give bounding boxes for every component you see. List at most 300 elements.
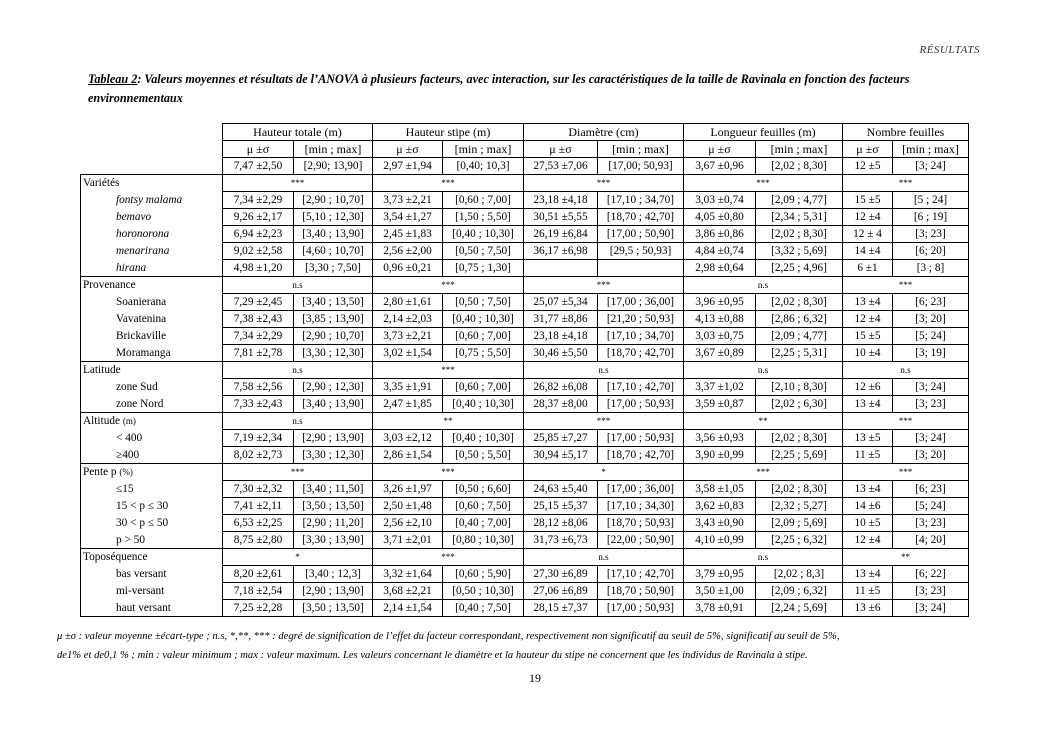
row-cell: 7,29 ±2,45 — [223, 294, 294, 311]
factor-row — [81, 362, 969, 379]
row-cell: [17,10 ; 42,70] — [598, 566, 684, 583]
row-cell: 12 ±6 — [843, 379, 893, 396]
row-cell: 25,85 ±7,27 — [524, 430, 598, 447]
row-cell: 13 ±4 — [843, 481, 893, 498]
group-header: Hauteur totale (m) — [223, 124, 373, 141]
significance-cell: *** — [843, 413, 969, 430]
subheader-cell: [min ; max] — [756, 141, 843, 158]
row-cell: 7,30 ±2,32 — [223, 481, 294, 498]
factor-label — [81, 413, 223, 430]
factor-name: Toposéquence — [83, 551, 148, 564]
table-row — [81, 192, 969, 209]
row-cell: [0,60 ; 5,90] — [443, 566, 524, 583]
row-cell: [2,34 ; 5,31] — [756, 209, 843, 226]
factor-label — [81, 362, 223, 379]
total-cell: [0,40; 10,3] — [443, 158, 524, 175]
row-cell: [3,40 ; 13,90] — [294, 226, 373, 243]
factor-name: Latitude — [83, 364, 121, 377]
row-cell: 3,90 ±0,99 — [684, 447, 756, 464]
factor-row — [81, 413, 969, 430]
row-cell: 27,30 ±6,89 — [524, 566, 598, 583]
significance-cell: *** — [223, 464, 373, 481]
significance-cell: ** — [684, 413, 843, 430]
row-cell: [0,60 ; 7,00] — [443, 328, 524, 345]
row-cell: 26,19 ±6,84 — [524, 226, 598, 243]
row-cell: 28,37 ±8,00 — [524, 396, 598, 413]
factor-name: Pente p — [83, 466, 117, 479]
row-cell: 3,03 ±0,75 — [684, 328, 756, 345]
subheader-cell: [min ; max] — [893, 141, 969, 158]
row-cell: 13 ±5 — [843, 430, 893, 447]
row-cell: 3,62 ±0,83 — [684, 498, 756, 515]
row-cell: 3,54 ±1,27 — [373, 209, 443, 226]
significance-cell: n.s — [223, 362, 373, 379]
factor-label — [81, 464, 223, 481]
subheader-cell: μ ±σ — [373, 141, 443, 158]
row-cell: 3,67 ±0,89 — [684, 345, 756, 362]
row-cell: [17,00 ; 50,93] — [598, 430, 684, 447]
row-cell: 3,56 ±0,93 — [684, 430, 756, 447]
row-cell — [598, 260, 684, 277]
significance-cell: *** — [524, 175, 684, 192]
row-cell: 13 ±4 — [843, 566, 893, 583]
group-header: Nombre feuilles — [843, 124, 969, 141]
row-cell: [3,32 ; 5,69] — [756, 243, 843, 260]
total-cell: [2,90; 13,90] — [294, 158, 373, 175]
row-cell: 27,06 ±6,89 — [524, 583, 598, 600]
row-cell: [0,60 ; 7,00] — [443, 192, 524, 209]
total-cell: [3; 24] — [893, 158, 969, 175]
significance-cell: *** — [373, 277, 524, 294]
row-cell: 2,47 ±1,85 — [373, 396, 443, 413]
row-cell: [2,09 ; 5,69] — [756, 515, 843, 532]
row-label: Soanierana — [81, 294, 223, 311]
row-cell: 3,79 ±0,95 — [684, 566, 756, 583]
row-cell: [18,70 ; 42,70] — [598, 345, 684, 362]
factor-label — [81, 549, 223, 566]
row-label: < 400 — [81, 430, 223, 447]
significance-cell: * — [524, 464, 684, 481]
row-cell: [2,90 ; 10,70] — [294, 192, 373, 209]
significance-cell: *** — [843, 277, 969, 294]
row-cell: 3,50 ±1,00 — [684, 583, 756, 600]
row-cell: [3 ; 8] — [893, 260, 969, 277]
row-label: zone Nord — [81, 396, 223, 413]
row-cell: [0,75 ; 5,50] — [443, 345, 524, 362]
row-cell: [2,02 ; 8,30] — [756, 430, 843, 447]
factor-name: Provenance — [83, 279, 136, 292]
factor-name: Variétés — [83, 177, 120, 190]
row-cell: [6; 23] — [893, 294, 969, 311]
row-cell: 7,18 ±2,54 — [223, 583, 294, 600]
row-cell: 36,17 ±6,98 — [524, 243, 598, 260]
header-spacer — [81, 141, 223, 158]
total-cell: [2,02 ; 8,30] — [756, 158, 843, 175]
row-cell: 11 ±5 — [843, 583, 893, 600]
row-cell: 3,03 ±0,74 — [684, 192, 756, 209]
row-cell: 10 ±5 — [843, 515, 893, 532]
row-label: hirana — [81, 260, 223, 277]
row-label: Vavatenina — [81, 311, 223, 328]
row-cell: [0,40 ; 10,30] — [443, 396, 524, 413]
row-cell: [17,10 ; 42,70] — [598, 379, 684, 396]
row-cell: [6 ; 19] — [893, 209, 969, 226]
row-cell: [2,09 ; 4,77] — [756, 192, 843, 209]
row-cell: 2,45 ±1,83 — [373, 226, 443, 243]
table-row — [81, 379, 969, 396]
row-cell: 2,56 ±2,10 — [373, 515, 443, 532]
header-spacer — [81, 124, 223, 141]
row-cell: [2,90 ; 12,30] — [294, 379, 373, 396]
significance-cell: *** — [373, 549, 524, 566]
row-cell: [3,40 ; 13,90] — [294, 396, 373, 413]
table-row — [81, 532, 969, 549]
row-cell: [3,40 ; 11,50] — [294, 481, 373, 498]
row-cell: [17,00 ; 36,00] — [598, 294, 684, 311]
row-cell: 7,58 ±2,56 — [223, 379, 294, 396]
row-cell: [3; 19] — [893, 345, 969, 362]
row-cell: 7,34 ±2,29 — [223, 328, 294, 345]
row-cell: [17,10 ; 34,70] — [598, 192, 684, 209]
row-cell: [17,00 ; 36,00] — [598, 481, 684, 498]
row-cell: [3; 23] — [893, 226, 969, 243]
subheader-cell: μ ±σ — [524, 141, 598, 158]
row-cell: [2,90 ; 11,20] — [294, 515, 373, 532]
row-cell: [2,02 ; 8,30] — [756, 226, 843, 243]
row-cell: 25,15 ±5,37 — [524, 498, 598, 515]
row-cell: [2,32 ; 5,27] — [756, 498, 843, 515]
row-cell: [2,24 ; 5,69] — [756, 600, 843, 617]
significance-cell: n.s — [524, 549, 684, 566]
row-cell: 4,13 ±0,88 — [684, 311, 756, 328]
row-cell: [0,50 ; 10,30] — [443, 583, 524, 600]
group-header: Hauteur stipe (m) — [373, 124, 524, 141]
row-cell: 3,71 ±2,01 — [373, 532, 443, 549]
results-table — [80, 123, 969, 617]
row-cell: [21,20 ; 50,93] — [598, 311, 684, 328]
row-cell: [3; 23] — [893, 583, 969, 600]
row-cell: 0,96 ±0,21 — [373, 260, 443, 277]
table-label: Tableau 2 — [88, 72, 138, 86]
row-cell: 31,77 ±8,86 — [524, 311, 598, 328]
row-cell: [0,40 ; 7,00] — [443, 515, 524, 532]
row-cell: 24,63 ±5,40 — [524, 481, 598, 498]
row-cell: 25,07 ±5,34 — [524, 294, 598, 311]
significance-cell: ** — [373, 413, 524, 430]
row-cell: [18,70 ; 42,70] — [598, 447, 684, 464]
row-cell: [5; 24] — [893, 328, 969, 345]
table-row — [81, 243, 969, 260]
row-cell: [0,75 ; 1,30] — [443, 260, 524, 277]
subheader-cell: [min ; max] — [598, 141, 684, 158]
row-cell: [17,10 ; 34,30] — [598, 498, 684, 515]
row-cell: 15 ±5 — [843, 192, 893, 209]
row-cell: 12 ±4 — [843, 532, 893, 549]
row-cell: 3,37 ±1,02 — [684, 379, 756, 396]
row-label: fontsy malama — [81, 192, 223, 209]
row-cell: 9,26 ±2,17 — [223, 209, 294, 226]
row-cell: [2,90 ; 13,90] — [294, 430, 373, 447]
row-cell: 31,73 ±6,73 — [524, 532, 598, 549]
row-cell: 30,46 ±5,50 — [524, 345, 598, 362]
row-cell: 4,98 ±1,20 — [223, 260, 294, 277]
table-row — [81, 498, 969, 515]
total-cell: 7,47 ±2,50 — [223, 158, 294, 175]
table-row — [81, 583, 969, 600]
row-cell: [5,10 ; 12,30] — [294, 209, 373, 226]
row-cell: [3,50 ; 13,50] — [294, 600, 373, 617]
subheader-cell: μ ±σ — [843, 141, 893, 158]
row-cell: [3,30 ; 13,90] — [294, 532, 373, 549]
row-cell: [0,40 ; 10,30] — [443, 226, 524, 243]
total-cell: 27,53 ±7,06 — [524, 158, 598, 175]
row-cell: 3,26 ±1,97 — [373, 481, 443, 498]
row-label: p > 50 — [81, 532, 223, 549]
table-row — [81, 294, 969, 311]
row-cell: [4,60 ; 10,70] — [294, 243, 373, 260]
factor-row — [81, 277, 969, 294]
table-row — [81, 260, 969, 277]
total-label — [81, 158, 223, 175]
row-label: ≥400 — [81, 447, 223, 464]
row-cell: [6; 22] — [893, 566, 969, 583]
row-cell: [3; 20] — [893, 311, 969, 328]
row-cell: [17,10 ; 34,70] — [598, 328, 684, 345]
factor-label — [81, 175, 223, 192]
page-number: 19 — [529, 671, 541, 685]
factor-row — [81, 549, 969, 566]
row-cell: 2,14 ±1,54 — [373, 600, 443, 617]
row-cell: [2,02 ; 6,30] — [756, 396, 843, 413]
row-cell: 2,56 ±2,00 — [373, 243, 443, 260]
row-cell: 4,10 ±0,99 — [684, 532, 756, 549]
row-cell: 9,02 ±2,58 — [223, 243, 294, 260]
row-cell: [0,80 ; 10,30] — [443, 532, 524, 549]
row-cell: 7,25 ±2,28 — [223, 600, 294, 617]
row-cell: [29,5 ; 50,93] — [598, 243, 684, 260]
row-cell: [2,10 ; 8,30] — [756, 379, 843, 396]
row-cell: [0,50 ; 7,50] — [443, 294, 524, 311]
row-label: ≤15 — [81, 481, 223, 498]
row-cell: 23,18 ±4,18 — [524, 192, 598, 209]
table-row — [81, 311, 969, 328]
significance-cell: n.s — [223, 277, 373, 294]
table-row — [81, 447, 969, 464]
row-cell: [3; 20] — [893, 447, 969, 464]
row-cell: 3,35 ±1,91 — [373, 379, 443, 396]
row-cell: 7,81 ±2,78 — [223, 345, 294, 362]
table-caption — [88, 70, 988, 108]
significance-cell: *** — [843, 175, 969, 192]
significance-cell: *** — [524, 277, 684, 294]
total-cell: 12 ±5 — [843, 158, 893, 175]
group-header: Diamètre (cm) — [524, 124, 684, 141]
row-cell: [3; 24] — [893, 379, 969, 396]
subheader-cell: μ ±σ — [223, 141, 294, 158]
row-cell: 3,78 ±0,91 — [684, 600, 756, 617]
table-row — [81, 226, 969, 243]
row-cell: [3; 24] — [893, 430, 969, 447]
row-cell: [2,25 ; 4,96] — [756, 260, 843, 277]
row-cell: 4,84 ±0,74 — [684, 243, 756, 260]
row-cell: 3,58 ±1,05 — [684, 481, 756, 498]
row-label: Moramanga — [81, 345, 223, 362]
significance-cell: * — [223, 549, 373, 566]
row-cell: 30,94 ±5,17 — [524, 447, 598, 464]
table-caption-text: : Valeurs moyennes et résultats de l’ANOVA à plusieurs facteurs, avec interaction, sur les caractéristiques de la taille de Ravinala en fonction des facteurs environnementaux — [88, 72, 910, 105]
row-cell: [0,40 ; 7,50] — [443, 600, 524, 617]
row-cell: [2,90 ; 10,70] — [294, 328, 373, 345]
row-cell: 14 ±4 — [843, 243, 893, 260]
significance-cell: ** — [843, 549, 969, 566]
total-row — [81, 158, 969, 175]
row-cell: 3,03 ±2,12 — [373, 430, 443, 447]
footnote-line-2: de1% et de0,1 % ; min : valeur minimum ; max : valeur maximum. Les valeurs concernant le diamètre et la hauteur du stipe ne concernent que les individus de Ravinala à stipe. — [57, 650, 808, 661]
row-cell: 10 ±4 — [843, 345, 893, 362]
row-cell: 8,20 ±2,61 — [223, 566, 294, 583]
row-cell: [2,86 ; 6,32] — [756, 311, 843, 328]
row-cell: 2,80 ±1,61 — [373, 294, 443, 311]
row-cell: 2,86 ±1,54 — [373, 447, 443, 464]
total-cell: 2,97 ±1,94 — [373, 158, 443, 175]
row-cell: 3,32 ±1,64 — [373, 566, 443, 583]
table-row — [81, 328, 969, 345]
row-cell: [1,50 ; 5,50] — [443, 209, 524, 226]
footnote — [57, 627, 1007, 665]
row-cell: [3; 24] — [893, 600, 969, 617]
row-cell: [18,70 ; 50,93] — [598, 515, 684, 532]
factor-unit: (m) — [122, 416, 136, 427]
row-cell: [0,50 ; 6,60] — [443, 481, 524, 498]
row-cell: [17,00 ; 50,93] — [598, 396, 684, 413]
row-cell: [18,70 ; 42,70] — [598, 209, 684, 226]
factor-row — [81, 175, 969, 192]
row-cell: 3,68 ±2,21 — [373, 583, 443, 600]
row-cell: 13 ±6 — [843, 600, 893, 617]
row-cell: 3,86 ±0,86 — [684, 226, 756, 243]
row-cell: 7,41 ±2,11 — [223, 498, 294, 515]
row-cell: [0,60 ; 7,50] — [443, 498, 524, 515]
row-cell: [3; 23] — [893, 396, 969, 413]
significance-cell: *** — [373, 175, 524, 192]
significance-cell: n.s — [684, 549, 843, 566]
row-label: bas versant — [81, 566, 223, 583]
significance-cell: *** — [684, 464, 843, 481]
footnote-line-1: μ ±σ : valeur moyenne ±écart-type ; n.s, *,**, *** : degré de signification de l’effet du facteur correspondant, respectivement non significatif au seuil de 5%, significatif au seuil de 5%, — [57, 631, 840, 642]
row-cell: [6; 20] — [893, 243, 969, 260]
table-row — [81, 600, 969, 617]
table-row — [81, 430, 969, 447]
row-cell: 3,96 ±0,95 — [684, 294, 756, 311]
row-cell — [524, 260, 598, 277]
total-cell: 3,67 ±0,96 — [684, 158, 756, 175]
table-row — [81, 209, 969, 226]
row-cell: [2,25 ; 5,31] — [756, 345, 843, 362]
row-cell: [3; 23] — [893, 515, 969, 532]
row-cell: [2,25 ; 5,69] — [756, 447, 843, 464]
row-cell: 2,98 ±0,64 — [684, 260, 756, 277]
significance-cell: n.s — [524, 362, 684, 379]
row-cell: [2,02 ; 8,30] — [756, 481, 843, 498]
significance-cell: *** — [373, 362, 524, 379]
subheader-cell: [min ; max] — [294, 141, 373, 158]
row-cell: 12 ± 4 — [843, 226, 893, 243]
row-cell: [3,85 ; 13,90] — [294, 311, 373, 328]
row-cell: [18,70 ; 50,90] — [598, 583, 684, 600]
row-cell: 3,02 ±1,54 — [373, 345, 443, 362]
subheader-row — [81, 141, 969, 158]
row-cell: [3,50 ; 13,50] — [294, 498, 373, 515]
row-label: mi-versant — [81, 583, 223, 600]
row-cell: 13 ±4 — [843, 294, 893, 311]
row-cell: [0,50 ; 7,50] — [443, 243, 524, 260]
row-cell: [2,09 ; 6,32] — [756, 583, 843, 600]
row-cell: [3,40 ; 13,50] — [294, 294, 373, 311]
row-label: 15 < p ≤ 30 — [81, 498, 223, 515]
row-cell: [0,40 ; 10,30] — [443, 311, 524, 328]
table-row — [81, 345, 969, 362]
row-cell: 28,12 ±8,06 — [524, 515, 598, 532]
row-cell: 28,15 ±7,37 — [524, 600, 598, 617]
row-cell: [0,60 ; 7,00] — [443, 379, 524, 396]
row-cell: [3,30 ; 12,30] — [294, 345, 373, 362]
significance-cell: *** — [223, 175, 373, 192]
total-cell: [17,00; 50,93] — [598, 158, 684, 175]
section-header: RÉSULTATS — [919, 44, 980, 56]
significance-cell: n.s — [843, 362, 969, 379]
row-cell: 15 ±5 — [843, 328, 893, 345]
row-cell: [17,00 ; 50,93] — [598, 600, 684, 617]
row-cell: 7,19 ±2,34 — [223, 430, 294, 447]
row-cell: 12 ±4 — [843, 311, 893, 328]
row-cell: 3,73 ±2,21 — [373, 328, 443, 345]
results-table-body — [81, 124, 969, 617]
row-label: menarirana — [81, 243, 223, 260]
row-label: Brickaville — [81, 328, 223, 345]
table-row — [81, 481, 969, 498]
row-cell: 7,34 ±2,29 — [223, 192, 294, 209]
table-row — [81, 515, 969, 532]
row-cell: [2,02 ; 8,30] — [756, 294, 843, 311]
significance-cell: n.s — [684, 362, 843, 379]
row-cell: 8,02 ±2,73 — [223, 447, 294, 464]
row-cell: 4,05 ±0,80 — [684, 209, 756, 226]
row-cell: 7,33 ±2,43 — [223, 396, 294, 413]
row-cell: [3,30 ; 7,50] — [294, 260, 373, 277]
row-label: horonorona — [81, 226, 223, 243]
row-cell: 30,51 ±5,55 — [524, 209, 598, 226]
significance-cell: *** — [684, 175, 843, 192]
significance-cell: n.s — [684, 277, 843, 294]
significance-cell: *** — [843, 464, 969, 481]
row-cell: 6,53 ±2,25 — [223, 515, 294, 532]
row-cell: [2,02 ; 8,3] — [756, 566, 843, 583]
row-cell: 26,82 ±6,08 — [524, 379, 598, 396]
subheader-cell: [min ; max] — [443, 141, 524, 158]
row-cell: 14 ±6 — [843, 498, 893, 515]
group-header-row — [81, 124, 969, 141]
row-cell: 2,50 ±1,48 — [373, 498, 443, 515]
row-cell: [2,90 ; 13,90] — [294, 583, 373, 600]
factor-label — [81, 277, 223, 294]
row-cell: 6,94 ±2,23 — [223, 226, 294, 243]
row-cell: 3,43 ±0,90 — [684, 515, 756, 532]
row-cell: 6 ±1 — [843, 260, 893, 277]
row-cell: 23,18 ±4,18 — [524, 328, 598, 345]
row-label: zone Sud — [81, 379, 223, 396]
row-cell: [4; 20] — [893, 532, 969, 549]
row-label: haut versant — [81, 600, 223, 617]
